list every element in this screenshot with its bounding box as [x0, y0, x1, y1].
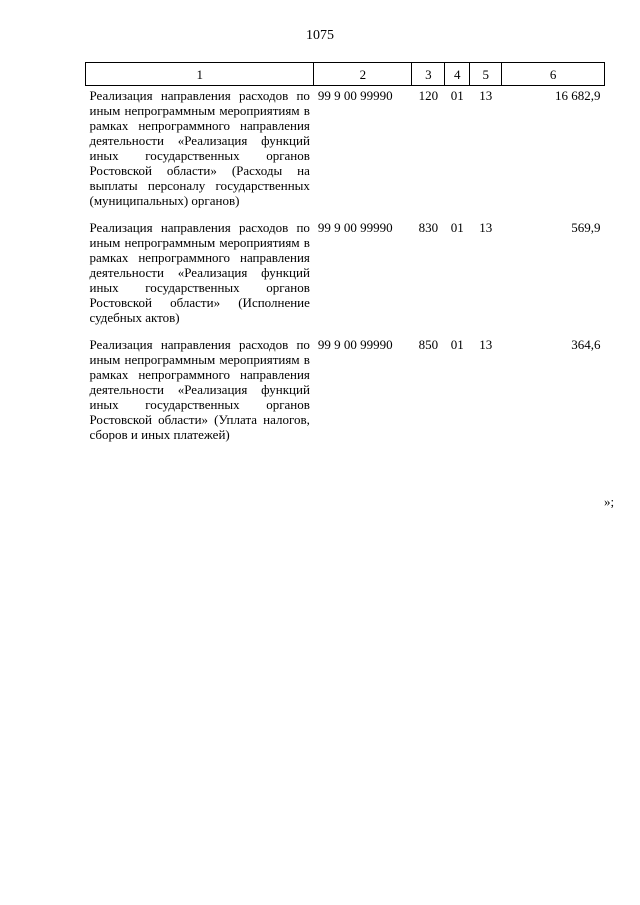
column-header: 6	[502, 63, 605, 86]
table-header-row	[86, 63, 605, 86]
closing-quote-mark: »;	[604, 494, 615, 509]
table-row	[86, 218, 605, 335]
column-header: 3	[412, 63, 445, 86]
budget-table	[85, 62, 605, 452]
column-header: 5	[470, 63, 502, 86]
table-row	[86, 335, 605, 452]
amount: 364,6	[571, 337, 601, 352]
column-header: 2	[314, 63, 412, 86]
table-row	[86, 86, 605, 219]
expense-type-code: 120	[418, 88, 439, 103]
section-code: 01	[450, 220, 464, 235]
expense-description: Реализация направления расходов по иным непрограммным мероприятиям в рамках непрограммного направления деятельности «Реализация функций иных государственных органов Ростовской области» (Исполнение судебных актов)	[89, 220, 310, 325]
amount: 16 682,9	[555, 88, 601, 103]
subsection-code: 13	[479, 220, 493, 235]
expense-type-code: 850	[418, 337, 439, 352]
expense-description: Реализация направления расходов по иным непрограммным мероприятиям в рамках непрограммного направления деятельности «Реализация функций иных государственных органов Ростовской области» (Уплата налогов, сборов и иных платежей)	[89, 337, 310, 442]
subsection-code: 13	[479, 88, 493, 103]
column-header: 4	[445, 63, 470, 86]
expense-description: Реализация направления расходов по иным непрограммным мероприятиям в рамках непрограммного направления деятельности «Реализация функций иных государственных органов Ростовской области» (Расходы на выплаты персоналу государственных (муниципальных) органов)	[89, 88, 310, 208]
section-code: 01	[450, 337, 464, 352]
expense-type-code: 830	[418, 220, 439, 235]
target-article-code: 99 9 00 99990	[317, 88, 393, 103]
amount: 569,9	[571, 220, 601, 235]
page-number: 1075	[306, 28, 334, 43]
target-article-code: 99 9 00 99990	[317, 337, 393, 352]
subsection-code: 13	[479, 337, 493, 352]
section-code: 01	[450, 88, 464, 103]
target-article-code: 99 9 00 99990	[317, 220, 393, 235]
column-header: 1	[86, 63, 314, 86]
